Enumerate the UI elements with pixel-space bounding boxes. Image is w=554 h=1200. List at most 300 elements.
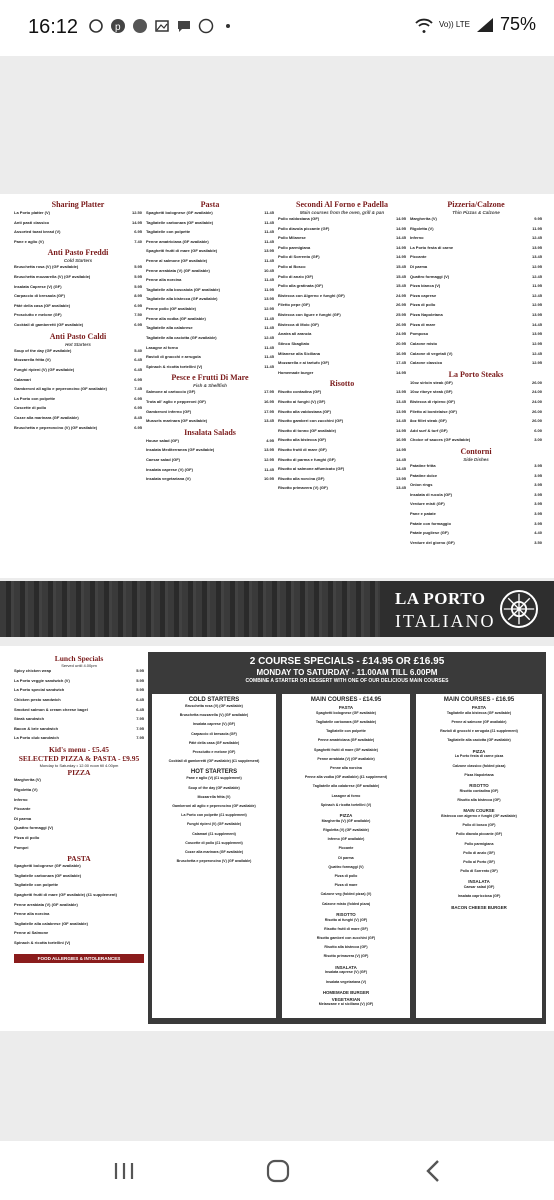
- menu-item: Pollo di Sorrento (GF): [460, 869, 498, 874]
- menu-item: Pizza di pollo: [334, 874, 358, 879]
- menu-item-price: 15.45: [395, 273, 406, 279]
- menu-item-price: 16.95: [395, 350, 406, 356]
- menu-item-name: Calamari: [14, 376, 31, 382]
- section-title: PASTA: [67, 854, 91, 864]
- section-subtitle: Thin Pizzas & Calzone: [452, 210, 500, 215]
- menu-item-name: Mozzarella e ai tartufo (GF): [278, 360, 330, 366]
- menu-item-name: Rigoletta (V): [410, 225, 434, 231]
- menu-item-name: Pane e aglio (V): [14, 238, 44, 244]
- menu-item-price: 11.45: [264, 277, 274, 283]
- menu-item: Tagliatelle alla bistecca (GF available): [446, 710, 512, 715]
- menu-item-price: 6.00: [534, 427, 542, 433]
- menu-item-price: 11.95: [264, 286, 274, 292]
- menu-item: Pollo al Porto (GF): [463, 860, 495, 865]
- menu-item-price: 3.95: [534, 463, 542, 469]
- main-courses-1695-column: [416, 694, 542, 1018]
- status-time: 16:12: [28, 16, 79, 38]
- menu-item-price: 11.45: [264, 219, 274, 225]
- menu-item-price: 14.95: [395, 369, 406, 375]
- menu-item: Di parma: [14, 815, 32, 821]
- section-title: Contorni: [460, 447, 492, 457]
- menu-item-name: Coscette di pollo: [14, 405, 47, 411]
- menu-item-name: Cozze alla marinara (GF available): [14, 414, 79, 420]
- menu-item-name: Piccante: [410, 254, 427, 260]
- menu-item-name: La Porto platter (V): [14, 210, 51, 215]
- menu-item-name: La Porto con polpette: [14, 395, 56, 401]
- menu-item-name: House salad (GF): [146, 437, 179, 443]
- menu-item-price: 20.95: [395, 340, 406, 346]
- menu-item-price: 6.95: [134, 302, 142, 308]
- menu-item-name: Pizza Napoletana: [410, 312, 443, 318]
- menu-item-list: [156, 776, 272, 868]
- app-icon: [132, 18, 148, 34]
- menu-item-name: Caesar salad (GF): [146, 457, 181, 463]
- menu-item-price: 12.95: [531, 360, 542, 366]
- menu-item-price: 3.95: [534, 511, 542, 517]
- menu-item: Piccante: [14, 806, 31, 812]
- menu-item: Pizza di mare: [334, 883, 358, 888]
- menu-item-description-line: [286, 906, 406, 910]
- recents-icon[interactable]: [110, 1157, 138, 1185]
- menu-item: Inferno (GF available): [327, 837, 365, 842]
- menu-item: Melanzane e ai siciliana (V) (GF): [318, 1002, 374, 1007]
- menu-item-price: 13.95: [531, 244, 542, 250]
- menu-item-price: 7.50: [134, 312, 142, 318]
- menu-item-price: 7.95: [136, 725, 144, 731]
- menu-item-price: 5.95: [134, 274, 142, 280]
- menu-item-price: 12.45: [531, 350, 542, 356]
- menu-item-price: 24.00: [531, 389, 542, 395]
- menu-item-price: 13.95: [263, 248, 274, 254]
- menu-item-name: La Porto special sandwich: [14, 687, 65, 693]
- specials-note: COMBINE A STARTER OR DESSERT WITH ONE OF OUR DELICIOUS MAIN COURSES: [245, 678, 449, 684]
- menu-item-price: 14.45: [395, 235, 406, 241]
- main-courses-1495-column: [282, 694, 410, 1018]
- menu-item-name: Bistecca con ligure e funghi (GF): [278, 312, 341, 318]
- menu-item: Lasagne al forno: [331, 793, 361, 798]
- menu-item: Risotto ai funghi (V) (GF): [324, 917, 368, 922]
- menu-item-name: Insalata Caprese (V) (GF): [14, 283, 62, 289]
- menu-item-description-line: [420, 899, 538, 903]
- menu-item-name: Tagliatelle con polpette: [146, 229, 191, 235]
- menu-item: Rigoletta (V): [14, 786, 38, 792]
- battery-percent: 75%: [499, 14, 536, 34]
- menu-item-price: 16.95: [395, 437, 406, 443]
- menu-item: Spaghetti bolognese (GF available): [316, 710, 376, 715]
- menu-item: Penne amatriciana (GF available): [317, 738, 375, 743]
- menu-item-price: 13.45: [263, 418, 274, 424]
- menu-item-price: 9.95: [534, 216, 542, 221]
- menu-item-name: Risotto ai funghi (V) (GF): [278, 398, 326, 404]
- menu-item-price: 11.45: [264, 354, 274, 360]
- menu-item-name: 10oz sirloin steak (GF): [410, 379, 453, 385]
- menu-item: Tagliatelle carbonara (GF available): [315, 720, 377, 724]
- section-subtitle: Served until 4.00pm: [61, 663, 97, 668]
- menu-item: Di parma: [338, 855, 354, 860]
- notification-icons: [88, 18, 236, 34]
- menu-page-specials: [0, 646, 554, 1031]
- menu-item-description-line: [14, 945, 144, 949]
- menu-item: Risotto alla bistecca (GF): [457, 798, 501, 803]
- menu-item-name: La Porto veggie sandwich (V): [14, 677, 70, 683]
- menu-item-list: [420, 754, 538, 782]
- section-title: Sharing Platter: [51, 200, 105, 209]
- menu-item-price: 26.00: [531, 408, 542, 414]
- menu-item-name: Pizza bianca (V): [410, 283, 441, 289]
- menu-item-name: Penne al salmone (GF available): [146, 258, 208, 264]
- menu-item: Penne arrabiata (V) (GF available): [317, 756, 375, 761]
- menu-item-name: Cocktail di gamberetti (GF available): [14, 322, 84, 328]
- menu-item-price: 3.95: [534, 520, 542, 526]
- menu-item: Insalata caprese (V) (GF): [324, 970, 368, 975]
- subsection-title: PIZZA: [472, 748, 486, 754]
- menu-item: Gamberoni all aglio e peperoncino (GF available): [172, 804, 256, 809]
- menu-item-price: 6.95: [134, 424, 142, 430]
- menu-item-list: [14, 863, 144, 949]
- menu-item-list: [278, 389, 406, 495]
- section-title: Pasta: [200, 200, 220, 209]
- menu-item-price: 17.95: [263, 408, 274, 414]
- menu-item-price: 15.45: [395, 283, 406, 289]
- section-title: MAIN COURSES - £16.95: [443, 697, 515, 703]
- menu-item-name: Verdure misti (GF): [410, 501, 445, 507]
- menu-item-name: Pizza di pollo: [410, 302, 436, 308]
- section-title: PIZZA: [67, 768, 91, 778]
- menu-item-name: Ravioli di gnocchi e arrugola: [146, 354, 201, 360]
- menu-item: Funghi ripieni (V) (GF available): [186, 822, 242, 827]
- menu-item-price: 13.95: [531, 312, 542, 318]
- menu-item: Pane e aglio (V) (£1 supplement): [186, 776, 242, 781]
- menu-item-name: Penne alla vodka (GF available): [146, 315, 206, 321]
- menu-item-list: [14, 777, 144, 854]
- menu-item-name: Risotto primavera (V) (GF): [278, 485, 328, 491]
- menu-item-price: 14.95: [131, 219, 142, 225]
- menu-item-name: Bacon & brie sandwich: [14, 725, 59, 731]
- menu-column-mains: [278, 200, 406, 572]
- menu-item-list: [286, 918, 406, 964]
- menu-item-price: 11.45: [264, 466, 274, 472]
- menu-item-name: Penne amatriciana (GF available): [146, 238, 209, 244]
- menu-item-price: 10.95: [263, 476, 274, 482]
- menu-item-name: Di parma: [410, 264, 428, 270]
- menu-item-name: Pollo di anzio (GF): [278, 273, 314, 279]
- subsection-title: INSALATA: [468, 879, 490, 885]
- menu-item: Bruschetta mozzarella (V) (GF available): [179, 713, 249, 718]
- subsection-title: PIZZA: [339, 813, 353, 819]
- menu-item-name: Risotto di tonno (GF available): [278, 427, 336, 433]
- menu-item-price: 5.95: [136, 668, 144, 674]
- menu-item-name: Funghi ripieni (V) (GF available): [14, 366, 75, 372]
- menu-item-price: 25.95: [395, 312, 406, 318]
- menu-item-name: Risotto alla bistecca (GF): [278, 437, 327, 443]
- menu-item-description-line: [286, 959, 406, 963]
- menu-item: Pâté della casa (GF available): [188, 740, 240, 745]
- menu-item-name: Pollo Milanese: [278, 235, 306, 241]
- menu-item-name: Risotto al salmone affumicato (GF): [278, 466, 345, 472]
- section-title: Risotto: [329, 379, 355, 389]
- subsection-title: MAIN COURSE: [463, 808, 495, 814]
- menu-item-list: [286, 1002, 406, 1011]
- system-status: [415, 14, 536, 35]
- menu-item-price: 13.95: [531, 331, 542, 337]
- section-title: Insalata Salads: [184, 427, 236, 437]
- menu-item-name: Pollo alla gratinata (GF): [278, 283, 323, 289]
- menu-item-price: 13.95: [263, 296, 274, 302]
- menu-item-name: Patate con formaggio: [410, 520, 451, 526]
- menu-item-price: 13.45: [531, 254, 542, 260]
- menu-item-price: 11.45: [264, 229, 274, 235]
- brand-name: LA PORTO: [395, 589, 486, 608]
- menu-item-name: 10oz ribeye steak (GF): [410, 389, 453, 395]
- menu-item: Spinach & ricotta tortellini (V): [14, 940, 71, 946]
- menu-item: Pollo diavola piccante (GF): [455, 832, 503, 837]
- menu-item-name: Prosciutto e melone (GF): [14, 312, 62, 318]
- menu-item-price: 6.95: [134, 405, 142, 411]
- menu-item-price: 12.95: [531, 340, 542, 346]
- menu-item: Penne al salmone (GF available): [451, 720, 507, 724]
- menu-item-price: 11.45: [264, 315, 274, 321]
- menu-item-name: Chicken pesto sandwich: [14, 697, 61, 703]
- starters-column: [152, 694, 276, 1018]
- menu-item-price: 5.95: [134, 283, 142, 289]
- subsection-title: RISOTTO: [336, 911, 356, 917]
- menu-item: Pollo di bosco (GF): [462, 823, 496, 828]
- menu-item: Risotto primavera (V) (GF): [323, 954, 369, 959]
- menu-item-name: Spaghetti bolognese (GF available): [146, 210, 213, 215]
- menu-item: Margherita (V): [14, 777, 41, 783]
- menu-item-list: [420, 789, 538, 807]
- menu-item: Bruschetta rosa (V) (GF available): [185, 704, 243, 708]
- menu-item: Pollo parmigiana: [464, 841, 494, 846]
- menu-item-list: [146, 210, 274, 373]
- menu-item-name: La Porto festa di carne: [410, 244, 454, 250]
- menu-item-name: Tagliatelle alla bistecca (GF available): [146, 296, 218, 302]
- menu-item: Calzone veg (folded pizza) (V): [320, 892, 372, 897]
- section-subtitle: Side Dishes: [463, 457, 489, 463]
- menu-item-price: 26.00: [531, 418, 542, 424]
- menu-item-description-line: [420, 874, 538, 878]
- menu-item-name: Calzone classico: [410, 360, 443, 366]
- venice-photo: [0, 581, 380, 637]
- menu-item: Bistecca con algerno e funghi (GF available): [441, 814, 517, 819]
- menu-item-name: Risotto frutti di mare (GF): [278, 447, 327, 453]
- menu-item: Penne alla norcina: [14, 911, 50, 917]
- menu-item-price: 12.50: [131, 210, 142, 215]
- menu-item-price: 3.95: [534, 501, 542, 507]
- home-icon[interactable]: [264, 1157, 292, 1185]
- menu-item: Risotto alla bistecca (GF): [324, 945, 368, 950]
- menu-item: Insalata capricciosa (GF): [457, 894, 501, 899]
- menu-item-name: Bistecca con Algerno e funghi (GF): [278, 292, 345, 298]
- menu-item-price: 14.95: [395, 216, 406, 221]
- menu-item: Tagliatelle carbonara (GF available): [14, 872, 82, 878]
- menu-item-name: Onion rings: [410, 482, 433, 488]
- menu-item-description-line: [410, 545, 542, 549]
- menu-item: Pizza di pollo: [14, 834, 40, 840]
- menu-item-price: 6.45: [136, 706, 144, 712]
- menu-item-price: 11.45: [264, 363, 274, 369]
- menu-item: Caesar salad (GF): [463, 885, 495, 890]
- menu-item-name: Homemade burger: [278, 369, 314, 375]
- menu-item-price: 3.95: [534, 491, 542, 497]
- menu-item: Spaghetti frutti di mare (GF available): [314, 747, 378, 752]
- section-title: COLD STARTERS: [188, 697, 240, 703]
- menu-item: Penne al Salmone: [14, 930, 49, 936]
- menu-item-name: Milanese alla Siciliana: [278, 350, 321, 356]
- menu-item: Penne alla vodka (GF available) (£1 supplement): [304, 775, 388, 780]
- menu-item-name: Margherita (V): [410, 216, 437, 221]
- menu-item-list: [420, 885, 538, 903]
- menu-item-name: Penne alla norcina: [146, 277, 182, 283]
- menu-item-price: 26.95: [395, 302, 406, 308]
- back-icon[interactable]: [420, 1157, 448, 1185]
- menu-item-price: 11.45: [264, 238, 274, 244]
- pinterest-icon: [110, 18, 126, 34]
- menu-item-price: 14.45: [395, 418, 406, 424]
- subsection-title: RISOTTO: [469, 783, 489, 789]
- menu-item-name: Anatra all arancia: [278, 331, 312, 337]
- menu-item-price: 15.45: [395, 264, 406, 270]
- menu-item-price: 4.40: [534, 530, 542, 536]
- menu-item-name: Patate pugliese (GF): [410, 530, 449, 536]
- menu-item-description-line: [286, 984, 406, 988]
- menu-item: Calzone misto (folded pizza): [321, 901, 371, 906]
- menu-item-description-line: [286, 1007, 406, 1011]
- section-subtitle: Fish & Shellfish: [193, 383, 227, 389]
- menu-item-name: Risotto gamberi con zucchini (GF): [278, 418, 344, 424]
- menu-item-description-line: [420, 778, 538, 782]
- whatsapp-icon: [198, 18, 214, 34]
- menu-item-name: Patatine dolce: [410, 472, 438, 478]
- menu-item: Tagliatelle alla calabrese (GF available): [14, 920, 88, 926]
- menu-item-name: Add surf & turf (GF): [410, 427, 448, 433]
- menu-item-list: [14, 264, 142, 331]
- menu-item-name: Soup of the day (GF available): [14, 347, 72, 353]
- section-subtitle: Main courses from the oven, grill & pan: [299, 210, 385, 215]
- menu-item-price: 6.95: [134, 395, 142, 401]
- menu-item: Quattro formaggi (V): [14, 825, 54, 831]
- menu-item-price: 3.50: [534, 539, 542, 545]
- menu-column-pizza: [410, 200, 542, 572]
- menu-item-price: 8.95: [134, 293, 142, 299]
- menu-item-name: Pollo diavola piccante (GF): [278, 225, 330, 231]
- menu-item-name: Filetto pepe (GF): [278, 302, 310, 308]
- menu-item: Mozzarella fritta (V): [197, 794, 231, 799]
- menu-item-list: [146, 389, 274, 427]
- menu-item: Penne alla norcina: [330, 766, 362, 771]
- section-title: Lunch Specials: [54, 654, 104, 663]
- menu-image-viewer[interactable]: [0, 56, 554, 1141]
- menu-item: Soup of the day (GF available): [188, 785, 240, 790]
- menu-item-name: Inferno: [410, 235, 424, 241]
- menu-item: Pompei: [14, 844, 29, 850]
- menu-item-name: Bistecca di ripieno (GF): [410, 398, 455, 404]
- menu-column-starters: [14, 200, 142, 572]
- menu-item-price: 12.95: [263, 457, 274, 463]
- menu-item-price: 11.45: [264, 210, 274, 215]
- menu-item-description-line: [156, 864, 272, 868]
- menu-item-price: 26.95: [395, 321, 406, 327]
- menu-item-name: Pollo al Bosco: [278, 264, 306, 270]
- menu-page-main: [0, 194, 554, 578]
- menu-item-price: 6.45: [136, 697, 144, 703]
- menu-item-price: 6.95: [134, 229, 142, 235]
- menu-item-list: [420, 711, 538, 748]
- menu-item-price: 6.95: [134, 322, 142, 328]
- menu-item-name: Insalata di rucola (GF): [410, 491, 453, 497]
- two-course-specials-panel: [148, 652, 546, 1024]
- menu-item-name: Trota all' aglio e pepperoni (GF): [146, 398, 206, 404]
- hotspot-icon: [415, 17, 433, 33]
- menu-item-description-line: [14, 430, 142, 434]
- menu-item-price: 14.45: [395, 466, 406, 472]
- menu-item-name: Insalata Mediterranea (GF available): [146, 447, 215, 453]
- kids-menu-title: Kid's menu - £5.45: [48, 745, 109, 755]
- menu-item-description-line: [286, 808, 406, 812]
- section-subtitle: Monday to Saturday • 12.00 noon till 4.00pm: [39, 763, 119, 769]
- menu-item: Spaghetti frutti di mare (GF available) (£1 supplement): [14, 891, 117, 897]
- menu-item-name: Pomposo: [410, 331, 429, 337]
- menu-item-price: 14.95: [395, 427, 406, 433]
- menu-item-price: 13.95: [395, 475, 406, 481]
- menu-item-name: Pâté della casa (GF available): [14, 302, 71, 308]
- menu-item-name: Pane e patate: [410, 511, 436, 517]
- subsection-title: INSALATA: [335, 964, 357, 970]
- menu-item-name: Tagliatelle alla caciotta (GF available): [146, 334, 217, 340]
- menu-item: Calzone classico (folded pizza): [452, 763, 506, 768]
- menu-item-price: 12.95: [531, 302, 542, 308]
- chat-icon: [176, 18, 192, 34]
- menu-item-price: 7.45: [134, 386, 142, 392]
- menu-item-price: 13.95: [395, 408, 406, 414]
- menu-item-price: 7.40: [134, 238, 142, 244]
- section-title: La Porto Steaks: [448, 369, 504, 379]
- menu-item: Pollo di anzio (GF): [463, 850, 495, 855]
- menu-item-price: 11.95: [532, 283, 542, 289]
- menu-item-name: 8oz fillet steak (GF): [410, 418, 447, 424]
- menu-item-description-line: [146, 481, 274, 485]
- menu-item-name: Penne pollo (GF available): [146, 306, 197, 312]
- menu-item-price: 17.45: [395, 360, 406, 366]
- section-subtitle: Cold Starters: [63, 258, 93, 264]
- menu-item-name: Lasagne al forno: [146, 344, 179, 350]
- menu-item-price: 14.45: [531, 321, 542, 327]
- system-nav-bar: [0, 1141, 554, 1200]
- restaurant-banner: [0, 581, 554, 637]
- menu-item-price: 14.95: [395, 254, 406, 260]
- menu-item-price: 13.45: [395, 398, 406, 404]
- menu-item-list: [14, 668, 144, 745]
- menu-item-name: Gamberoni all aglio e peperoncino (GF available): [14, 386, 107, 392]
- menu-item-name: Insalata caprese (V) (GF): [146, 466, 193, 472]
- notification-icon: [88, 18, 104, 34]
- image-icon: [154, 18, 170, 34]
- menu-item: La Porto con polpette (£1 supplement): [181, 813, 247, 818]
- menu-item-price: 7.95: [136, 716, 144, 722]
- menu-item-description-line: [278, 491, 406, 495]
- menu-item-name: Choice of sauces (GF available): [410, 437, 471, 443]
- menu-item-name: Stinco Sbagliato: [278, 340, 310, 346]
- menu-item-name: Mussels marinara (GF available): [146, 418, 208, 424]
- menu-item-price: 3.95: [534, 472, 542, 478]
- menu-item: Penne arrabiata (V) (GF available): [14, 901, 78, 907]
- subsection-title: BACON CHEESE BURGER: [451, 904, 507, 910]
- menu-item-price: 13.95: [395, 389, 406, 395]
- menu-item-name: Pizza caprese: [410, 292, 437, 298]
- menu-item: Spinach & ricotta tortellini (V): [320, 802, 372, 807]
- menu-item: Inferno: [14, 796, 28, 802]
- menu-item-name: Pollo valdostana (GF): [278, 216, 320, 221]
